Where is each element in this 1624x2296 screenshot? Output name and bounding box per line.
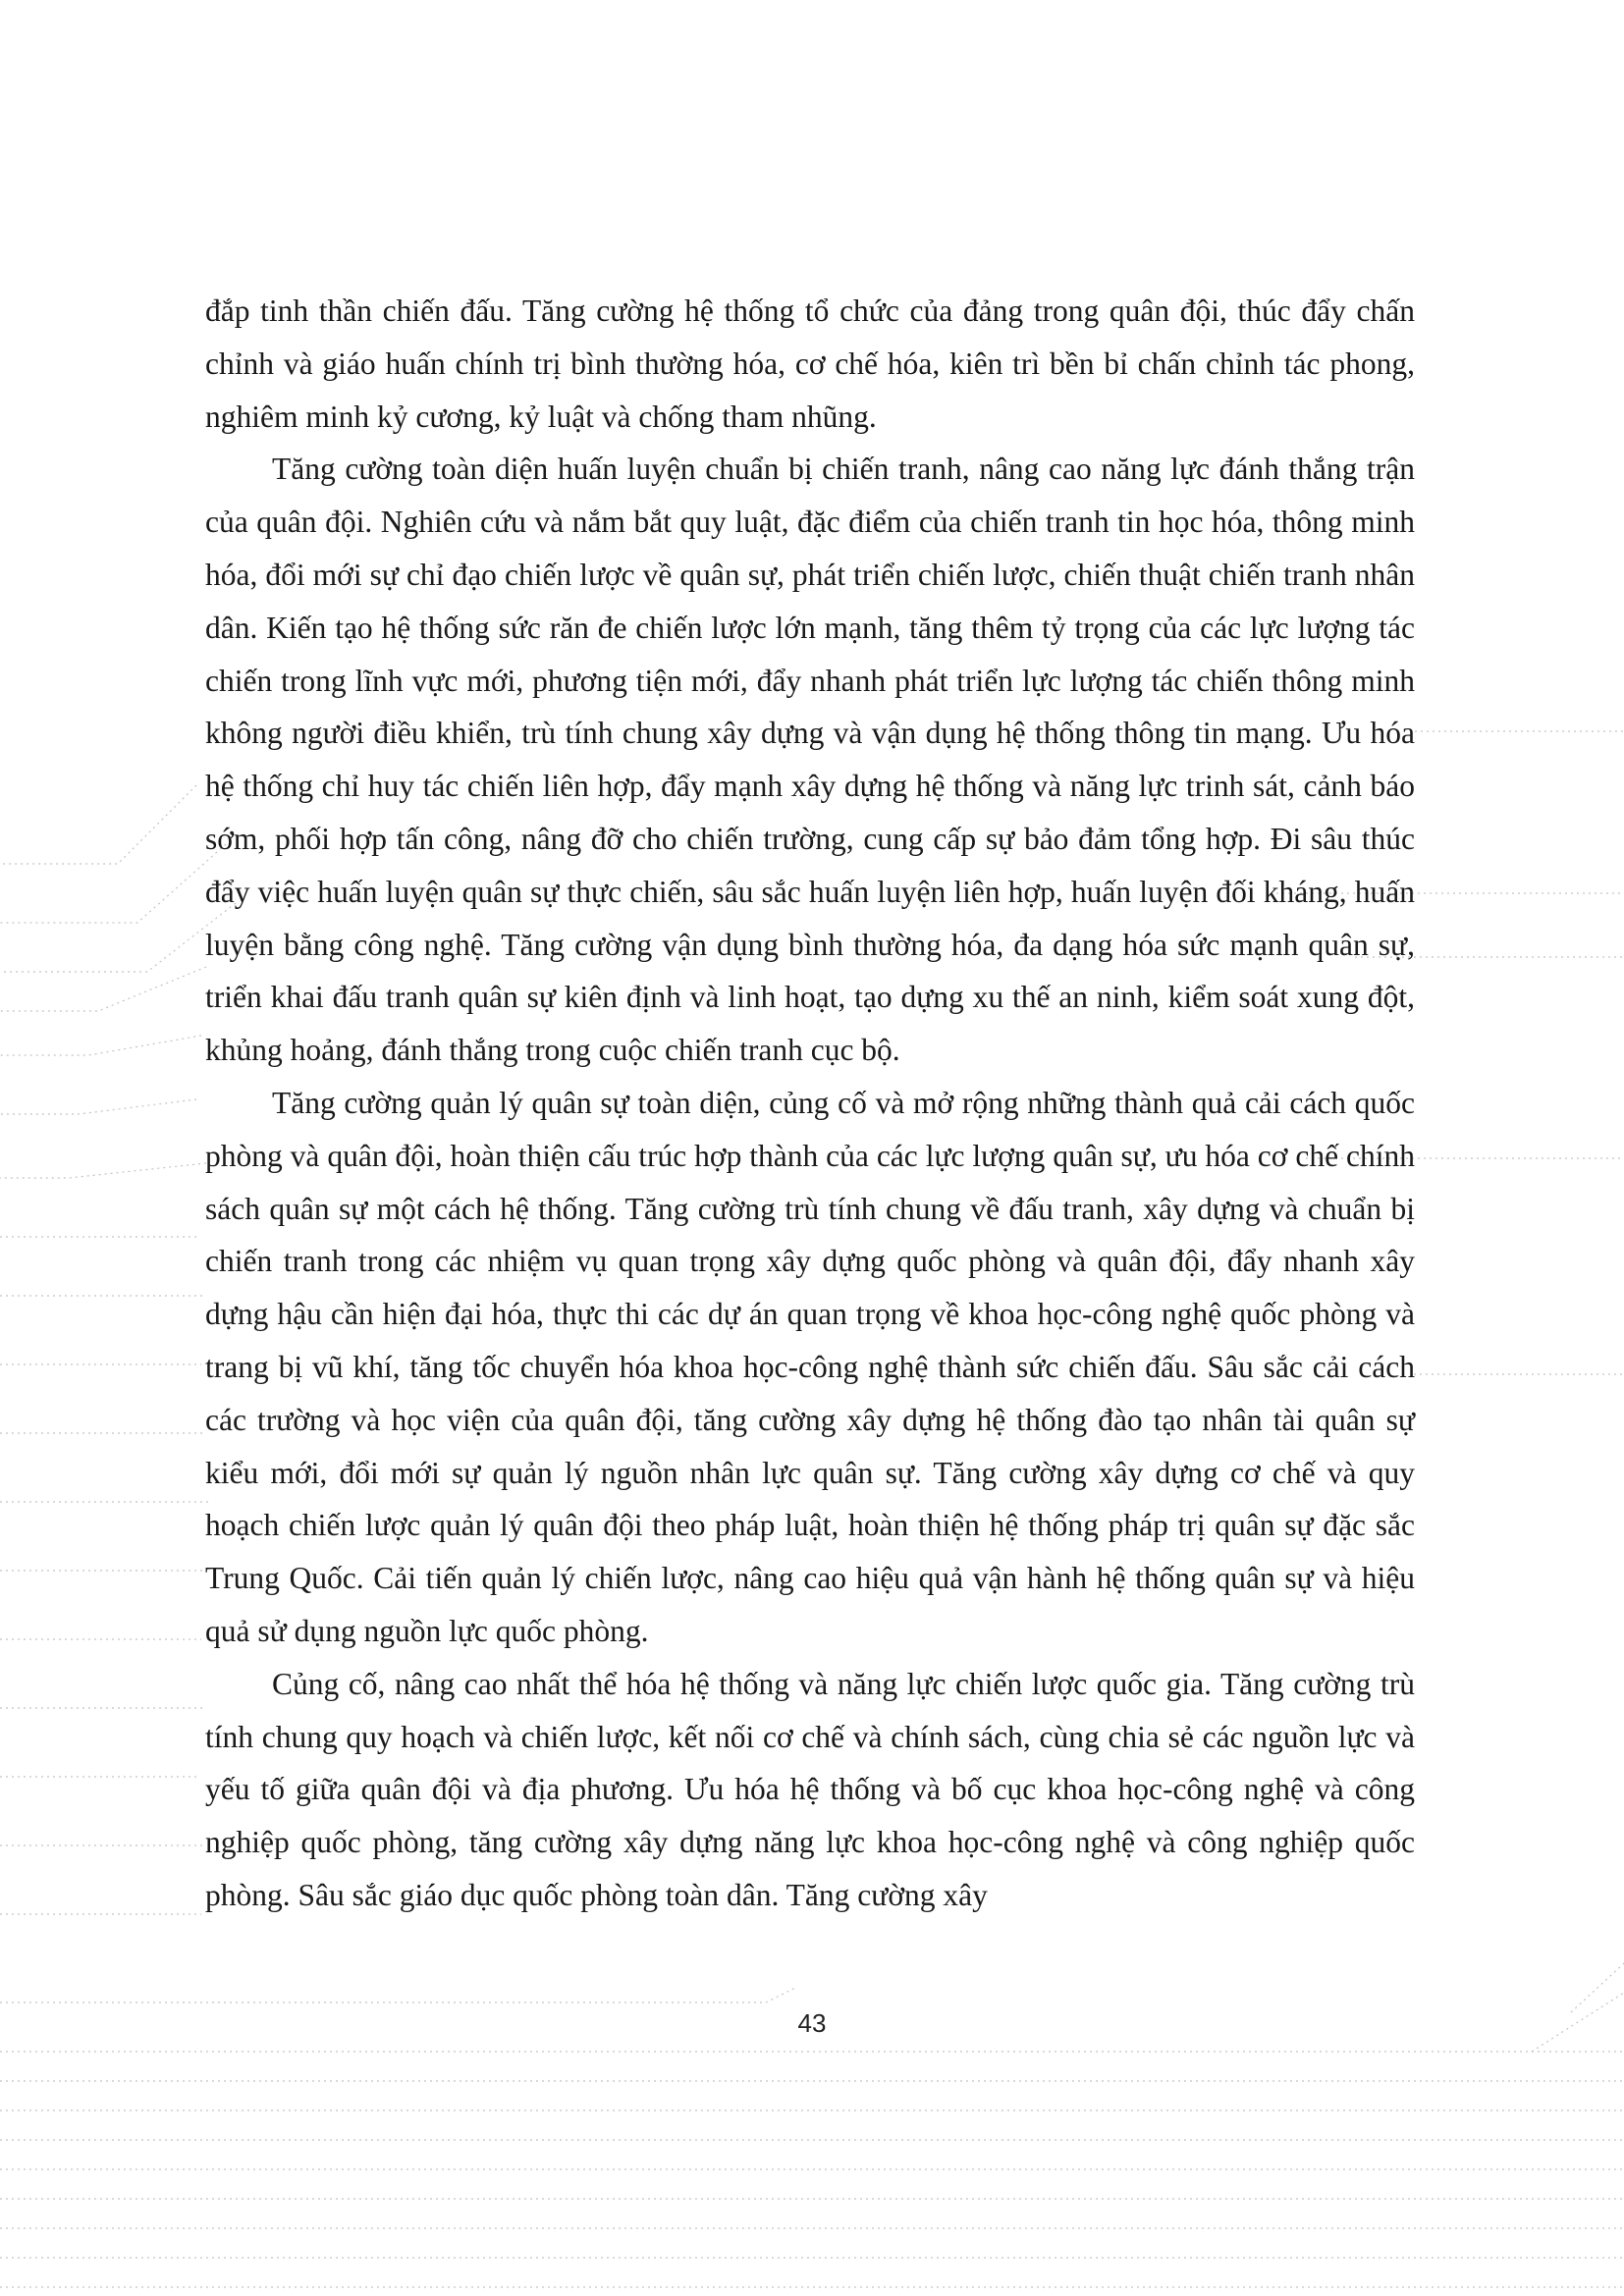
page-number: 43	[797, 2008, 827, 2038]
paragraph-1: đắp tinh thần chiến đấu. Tăng cường hệ thống tổ chức của đảng trong quân đội, thúc đẩy chấn chỉnh và giáo huấn chính trị bình thường hóa, cơ chế hóa, kiên trì bền bỉ chấn chỉnh tác phong, nghiêm minh kỷ cương, kỷ luật và chống tham nhũng.	[205, 294, 1415, 434]
paragraph-3: Tăng cường quản lý quân sự toàn diện, củng cố và mở rộng những thành quả cải cách quốc phòng và quân đội, hoàn thiện cấu trúc hợp thành của các lực lượng quân sự, ưu hóa cơ chế chính sách quân sự một cách hệ thống. Tăng cường trù tính chung về đấu tranh, xây dựng và chuẩn bị chiến tranh trong các nhiệm vụ quan trọng xây dựng quốc phòng và quân đội, đẩy nhanh xây dựng hậu cần hiện đại hóa, thực thi các dự án quan trọng về khoa học-công nghệ quốc phòng và trang bị vũ khí, tăng tốc chuyển hóa khoa học-công nghệ thành sức chiến đấu. Sâu sắc cải cách các trường và học viện của quân đội, tăng cường xây dựng hệ thống đào tạo nhân tài quân sự kiểu mới, đổi mới sự quản lý nguồn nhân lực quân sự. Tăng cường xây dựng cơ chế và quy hoạch chiến lược quản lý quân đội theo pháp luật, hoàn thiện hệ thống pháp trị quân sự đặc sắc Trung Quốc. Cải tiến quản lý chiến lược, nâng cao hiệu quả vận hành hệ thống quân sự và hiệu quả sử dụng nguồn lực quốc phòng.	[205, 1085, 1415, 1648]
body-text	[205, 285, 1415, 1922]
paragraph-4: Củng cố, nâng cao nhất thể hóa hệ thống và năng lực chiến lược quốc gia. Tăng cường trù tính chung quy hoạch và chiến lược, kết nối cơ chế và chính sách, cùng chia sẻ các nguồn lực và yếu tố giữa quân đội và địa phương. Ưu hóa hệ thống và bố cục khoa học-công nghệ và công nghiệp quốc phòng, tăng cường xây dựng năng lực khoa học-công nghệ và công nghiệp quốc phòng. Sâu sắc giáo dục quốc phòng toàn dân. Tăng cường xây	[205, 1666, 1415, 1912]
paragraph-2: Tăng cường toàn diện huấn luyện chuẩn bị chiến tranh, nâng cao năng lực đánh thắng trận của quân đội. Nghiên cứu và nắm bắt quy luật, đặc điểm của chiến tranh tin học hóa, thông minh hóa, đổi mới sự chỉ đạo chiến lược về quân sự, phát triển chiến lược, chiến thuật chiến tranh nhân dân. Kiến tạo hệ thống sức răn đe chiến lược lớn mạnh, tăng thêm tỷ trọng của các lực lượng tác chiến trong lĩnh vực mới, phương tiện mới, đẩy nhanh phát triển lực lượng tác chiến thông minh không người điều khiển, trù tính chung xây dựng và vận dụng hệ thống thông tin mạng. Ưu hóa hệ thống chỉ huy tác chiến liên hợp, đẩy mạnh xây dựng hệ thống và năng lực trinh sát, cảnh báo sớm, phối hợp tấn công, nâng đỡ cho chiến trường, cung cấp sự bảo đảm tổng hợp. Đi sâu thúc đẩy việc huấn luyện quân sự thực chiến, sâu sắc huấn luyện liên hợp, huấn luyện đối kháng, huấn luyện bằng công nghệ. Tăng cường vận dụng bình thường hóa, đa dạng hóa sức mạnh quân sự, triển khai đấu tranh quân sự kiên định và linh hoạt, tạo dựng xu thế an ninh, kiểm soát xung đột, khủng hoảng, đánh thắng trong cuộc chiến tranh cục bộ.	[205, 452, 1415, 1068]
